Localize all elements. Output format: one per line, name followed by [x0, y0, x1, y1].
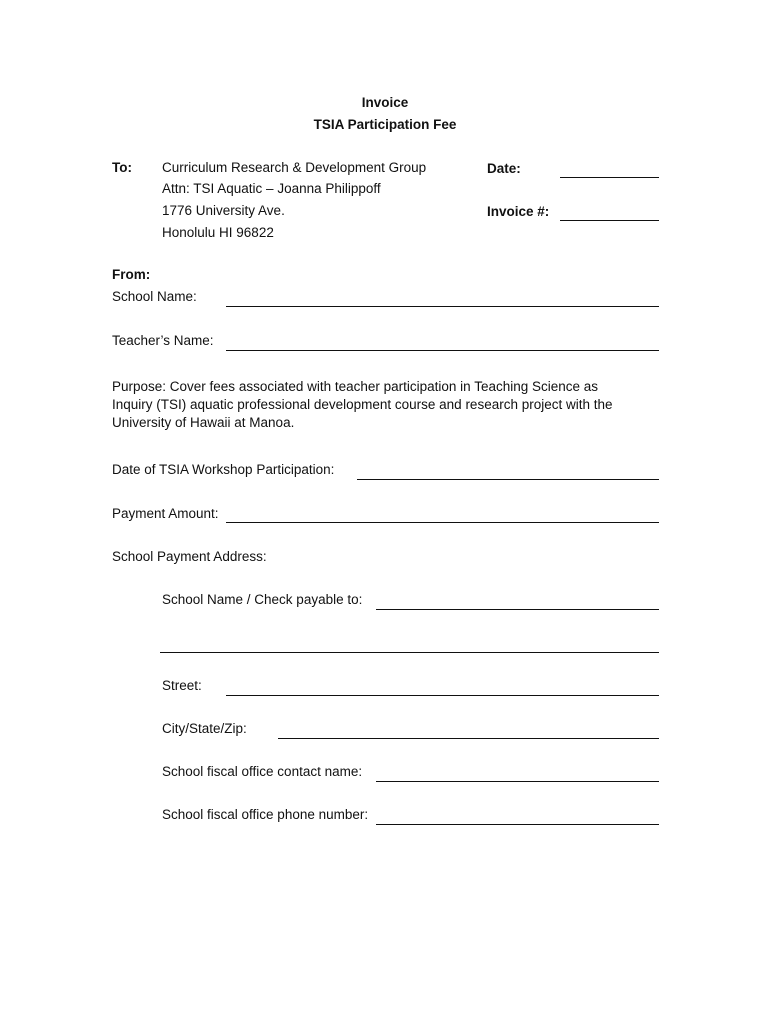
- to-line-attn: Attn: TSI Aquatic – Joanna Philippoff: [162, 181, 381, 196]
- to-line-city: Honolulu HI 96822: [162, 225, 274, 240]
- teacher-name-label: Teacher’s Name:: [112, 333, 214, 348]
- fiscal-contact-field-line[interactable]: [376, 781, 659, 782]
- purpose-line-2: Inquiry (TSI) aquatic professional development course and research project with the: [112, 397, 613, 412]
- street-field-line[interactable]: [226, 695, 659, 696]
- invoice-number-label: Invoice #:: [487, 204, 550, 219]
- check-payable-continuation-line[interactable]: [160, 652, 659, 653]
- workshop-date-field-line[interactable]: [357, 479, 659, 480]
- city-state-zip-label: City/State/Zip:: [162, 721, 247, 736]
- date-field-line[interactable]: [560, 177, 659, 178]
- purpose-line-3: University of Hawaii at Manoa.: [112, 415, 295, 430]
- payment-amount-field-line[interactable]: [226, 522, 659, 523]
- invoice-number-field-line[interactable]: [560, 220, 659, 221]
- fiscal-phone-field-line[interactable]: [376, 824, 659, 825]
- invoice-subtitle: TSIA Participation Fee: [313, 117, 457, 132]
- teacher-name-field-line[interactable]: [226, 350, 659, 351]
- date-label: Date:: [487, 161, 521, 176]
- street-label: Street:: [162, 678, 202, 693]
- city-state-zip-field-line[interactable]: [278, 738, 659, 739]
- from-label: From:: [112, 267, 151, 282]
- check-payable-label: School Name / Check payable to:: [162, 592, 363, 607]
- payment-amount-label: Payment Amount:: [112, 506, 219, 521]
- check-payable-field-line[interactable]: [376, 609, 659, 610]
- school-name-field-line[interactable]: [226, 306, 659, 307]
- to-line-organization: Curriculum Research & Development Group: [162, 160, 427, 175]
- school-name-label: School Name:: [112, 289, 197, 304]
- fiscal-phone-label: School fiscal office phone number:: [162, 807, 369, 822]
- fiscal-contact-label: School fiscal office contact name:: [162, 764, 363, 779]
- purpose-line-1: Purpose: Cover fees associated with teacher participation in Teaching Science as: [112, 379, 599, 394]
- to-line-street: 1776 University Ave.: [162, 203, 285, 218]
- invoice-title: Invoice: [361, 95, 409, 110]
- payment-address-label: School Payment Address:: [112, 549, 267, 564]
- workshop-date-label: Date of TSIA Workshop Participation:: [112, 462, 335, 477]
- to-label: To:: [112, 160, 132, 175]
